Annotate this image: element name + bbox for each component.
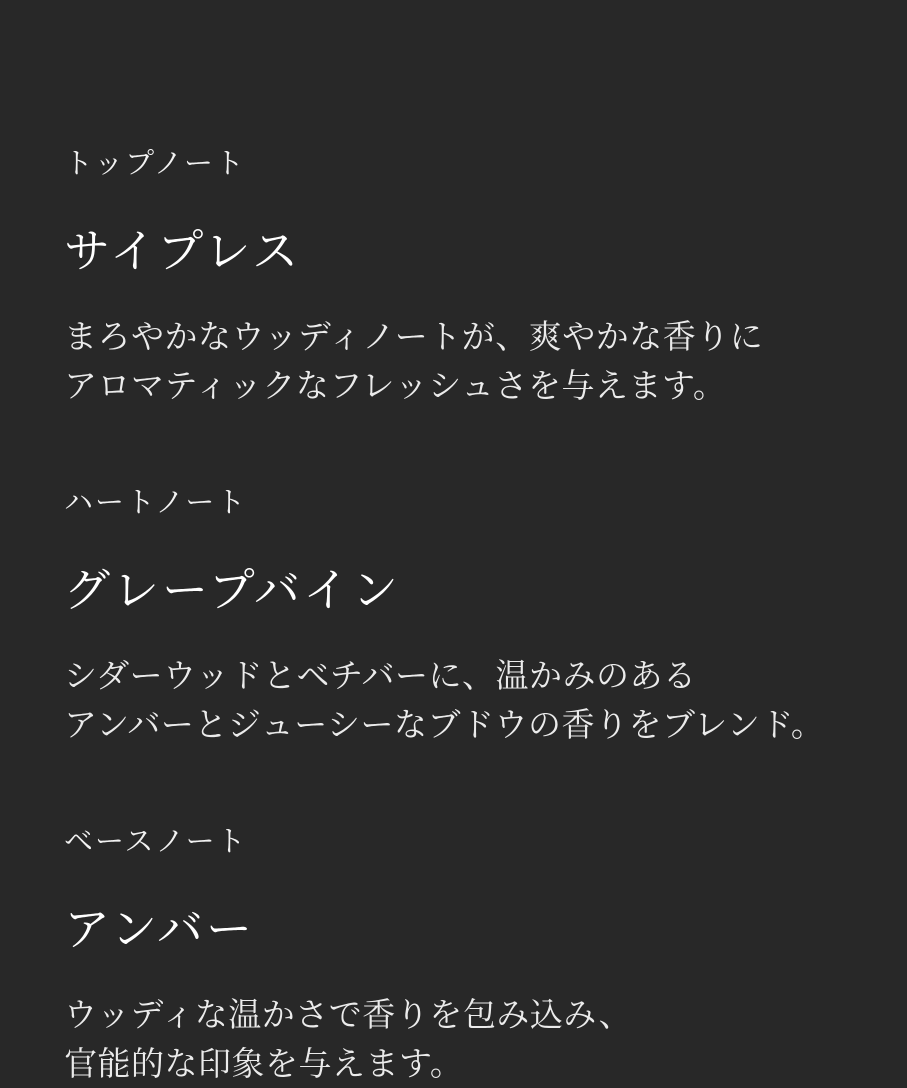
heart-note-label: ハートノート (64, 487, 248, 519)
top-note-description-line-1: まろやかなウッディノートが、爽やかな香りに (64, 318, 764, 355)
top-note-section (64, 146, 867, 410)
base-note-description (64, 990, 867, 1088)
base-note-label: ベースノート (64, 826, 248, 858)
top-note-description (64, 312, 867, 410)
top-note-label: トップノート (64, 148, 246, 180)
heart-note-description-line-2: アンバーとジューシーなブドウの香りをブレンド。 (64, 706, 825, 743)
top-note-name: サイプレス (64, 226, 302, 277)
base-note-section (64, 824, 867, 1088)
base-note-description-line-2: 官能的な印象を与えます。 (64, 1045, 464, 1082)
heart-note-description (64, 651, 867, 749)
heart-note-name: グレープバイン (64, 565, 402, 616)
base-note-name: アンバー (64, 904, 255, 955)
base-note-description-line-1: ウッディな温かさで香りを包み込み、 (64, 996, 633, 1033)
heart-note-description-line-1: シダーウッドとベチバーに、温かみのある (64, 657, 697, 694)
heart-note-section (64, 485, 867, 749)
top-note-description-line-2: アロマティックなフレッシュさを与えます。 (64, 367, 727, 404)
